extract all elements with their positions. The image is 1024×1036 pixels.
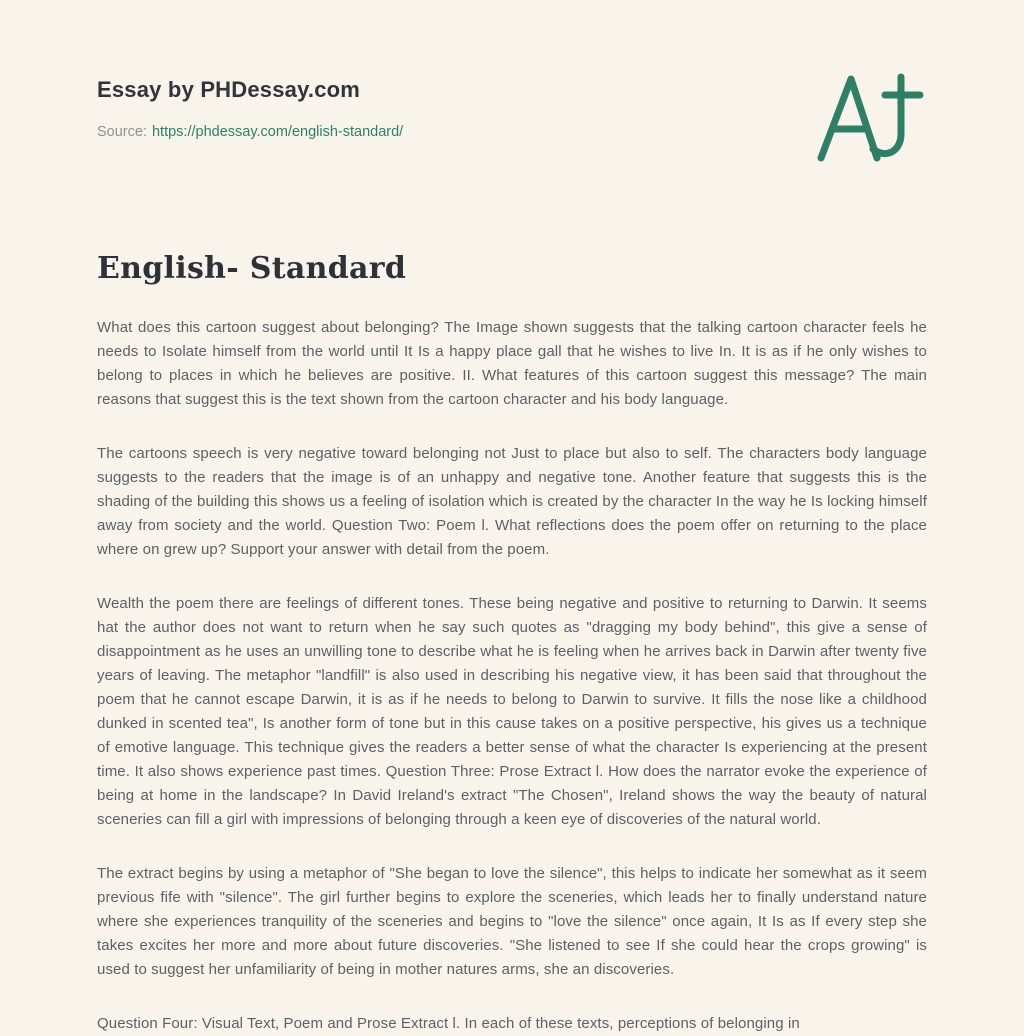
phdessay-monogram-icon [811,72,927,164]
phdessay-logo [811,72,927,164]
header-left [97,76,403,141]
essay-paragraph-4: The extract begins by using a metaphor of "She began to love the silence", this helps to indicate her somewhat as it seem previous fife with "silence". The girl further begins to explore the sceneries, which leads her to finally understand nature where she experiences tranquility of the sceneries and begins to "love the silence" once again, It Is as If every step she takes excites her more and more about future discoveries. "She listened to see If she could hear the crops growing" is used to suggest her unfamiliarity of being in mother natures arms, she an discoveries. [97,865,927,978]
essay-paragraph-3: Wealth the poem there are feelings of different tones. These being negative and positive to returning to Darwin. It seems hat the author does not want to return when he say such quotes as "dragging my body behind", this give a sense of disappointment as he uses an unwilling tone to describe what he is feeling when he arrives back in Darwin after twenty five years of leaving. The metaphor "landfill" is also used in describing his negative view, it has been said that throughout the poem that he cannot escape Darwin, it is as if he needs to belong to Darwin to survive. It fills the nose like a childhood dunked in scented tea", Is another form of tone but in this cause takes on a positive perspective, his gives us a technique of emotive language. This technique gives the readers a better sense of what the character Is experiencing at the present time. It also shows experience past times. Question Three: Prose Extract l. How does the narrator evoke the experience of being at home in the landscape? In David Ireland's extract "The Chosen", Ireland shows the way the beauty of natural sceneries can fill a girl with impressions of belonging through a keen eye of discoveries of the natural world. [97,595,927,828]
source-line [97,123,403,141]
essay-body [97,252,927,1036]
essay-paragraph-2: The cartoons speech is very negative toward belonging not Just to place but also to self. The characters body language suggests to the readers that the image is of an unhappy and negative tone. Another feature that suggests this is the shading of the building this shows us a feeling of isolation which is created by the character In the way he Is locking himself away from society and the world. Question Two: Poem l. What reflections does the poem offer on returning to the place where on grew up? Support your answer with detail from the poem. [97,445,927,558]
header [97,76,927,164]
essay-paragraph-5: Question Four: Visual Text, Poem and Prose Extract l. In each of these texts, perceptions of belonging in [97,1015,800,1032]
essay-by-heading: Essay by PHDessay.com [97,77,361,102]
source-label: Source: [97,124,147,140]
essay-title: English- Standard [97,251,407,286]
source-url-link[interactable]: https://phdessay.com/english-standard/ [151,124,404,140]
essay-paragraph-1: What does this cartoon suggest about belonging? The Image shown suggests that the talking cartoon character feels he needs to Isolate himself from the world until It Is a happy place gall that he wishes to live In. It is as if he only wishes to belong to places in which he believes are positive. II. What features of this cartoon suggest this message? The main reasons that suggest this is the text shown from the cartoon character and his body language. [97,319,927,408]
